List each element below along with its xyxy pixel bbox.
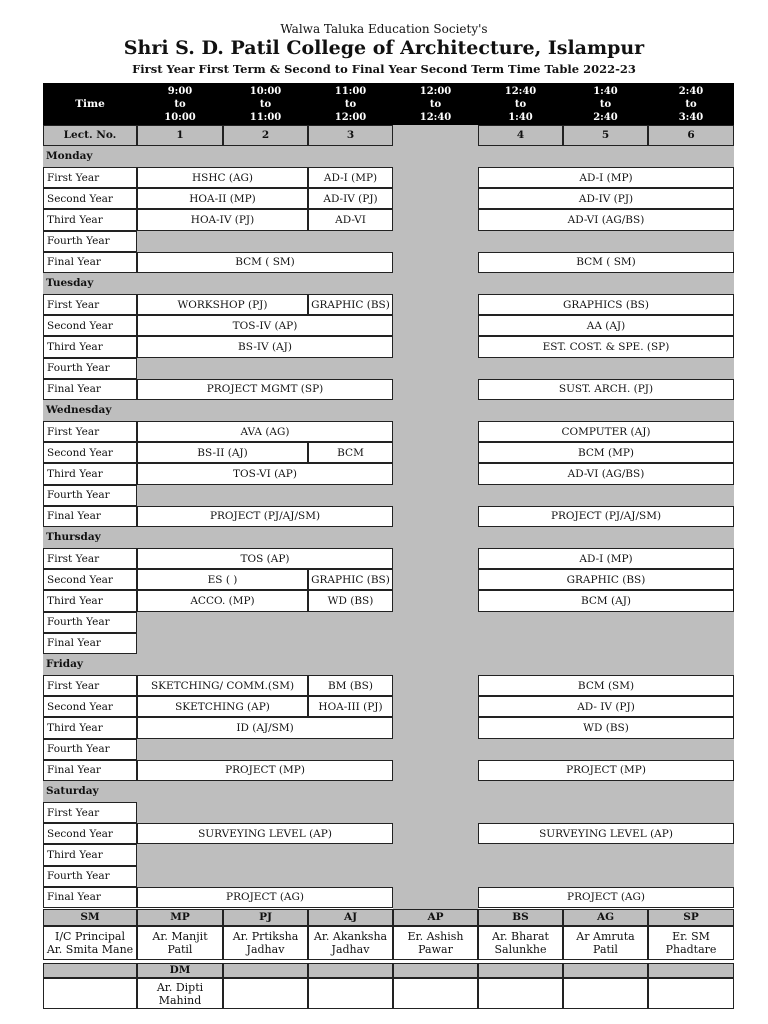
faculty-name-mp: Ar. Manjit Patil [137, 926, 223, 960]
empty-slot [478, 633, 734, 654]
year-label: Second Year [43, 569, 137, 590]
lecture-morning: PROJECT (PJ/AJ/SM) [137, 506, 393, 527]
lecture-morning: SURVEYING LEVEL (AP) [137, 823, 393, 844]
faculty-name-sp: Er. SM Phadtare [648, 926, 734, 960]
lecture-afternoon: BCM (AJ) [478, 590, 734, 611]
day-label-saturday: Saturday [43, 781, 393, 802]
timetable-grid [43, 83, 734, 1009]
lecture-morning: PROJECT (AG) [137, 887, 393, 908]
faculty-code-sp: SP [648, 909, 734, 926]
year-label: Second Year [43, 442, 137, 463]
day-band-right [478, 273, 734, 294]
faculty2-code: DM [137, 963, 223, 978]
faculty-name-ag: Ar Amruta Patil [563, 926, 648, 960]
lecture-morning-1-2: BS-II (AJ) [137, 442, 308, 463]
year-label: First Year [43, 675, 137, 696]
year-label: First Year [43, 294, 137, 315]
year-label: Third Year [43, 590, 137, 611]
faculty2-code [563, 963, 648, 978]
empty-slot [478, 612, 734, 633]
year-label: Final Year [43, 760, 137, 781]
lecture-morning-1-2: HOA-IV (PJ) [137, 209, 308, 230]
year-label: First Year [43, 421, 137, 442]
faculty2-name [393, 978, 478, 1009]
year-label: Final Year [43, 887, 137, 908]
faculty-name-pj: Ar. Prtiksha Jadhav [223, 926, 308, 960]
empty-slot [478, 485, 734, 506]
empty-slot [478, 866, 734, 887]
lecture-morning-3: HOA-III (PJ) [308, 696, 393, 717]
time-slot-5: 12:40 to 1:40 [478, 83, 563, 125]
year-label: First Year [43, 548, 137, 569]
year-label: Third Year [43, 844, 137, 865]
year-label: Final Year [43, 506, 137, 527]
lecture-morning-1-2: HSHC (AG) [137, 167, 308, 188]
time-slot-7: 2:40 to 3:40 [648, 83, 734, 125]
day-label-monday: Monday [43, 146, 393, 167]
empty-slot [478, 358, 734, 379]
lecture-morning-3: GRAPHIC (BS) [308, 569, 393, 590]
day-label-tuesday: Tuesday [43, 273, 393, 294]
time-slot-2: 10:00 to 11:00 [223, 83, 308, 125]
lect-no-4: 4 [478, 125, 563, 146]
year-label: Fourth Year [43, 866, 137, 887]
year-label: Third Year [43, 717, 137, 738]
year-label: Third Year [43, 463, 137, 484]
lecture-morning-3: BM (BS) [308, 675, 393, 696]
empty-slot [478, 844, 734, 865]
lect-no-6: 6 [648, 125, 734, 146]
time-label: Time [43, 83, 137, 125]
lecture-morning: ID (AJ/SM) [137, 717, 393, 738]
lecture-morning: PROJECT (MP) [137, 760, 393, 781]
lecture-afternoon: AD- IV (PJ) [478, 696, 734, 717]
faculty-name-ap: Er. Ashish Pawar [393, 926, 478, 960]
empty-slot [137, 866, 393, 887]
lect-no-5: 5 [563, 125, 648, 146]
empty-slot [137, 633, 393, 654]
lunch-break-column [393, 125, 478, 909]
faculty-code-mp: MP [137, 909, 223, 926]
year-label: Fourth Year [43, 612, 137, 633]
day-label-wednesday: Wednesday [43, 400, 393, 421]
college-title: Shri S. D. Patil College of Architecture, Islampur [123, 37, 645, 59]
lecture-afternoon: AD-VI (AG/BS) [478, 463, 734, 484]
lect-no-3: 3 [308, 125, 393, 146]
time-slot-4: 12:00 to 12:40 [393, 83, 478, 125]
lecture-morning-3: AD-IV (PJ) [308, 188, 393, 209]
day-band-right [478, 400, 734, 421]
lecture-afternoon: EST. COST. & SPE. (SP) [478, 336, 734, 357]
day-label-thursday: Thursday [43, 527, 393, 548]
lecture-afternoon: PROJECT (MP) [478, 760, 734, 781]
faculty2-name [43, 978, 137, 1009]
time-slot-6: 1:40 to 2:40 [563, 83, 648, 125]
lecture-morning: BCM ( SM) [137, 252, 393, 273]
lecture-afternoon: COMPUTER (AJ) [478, 421, 734, 442]
faculty2-name [308, 978, 393, 1009]
lecture-morning-1-2: SKETCHING (AP) [137, 696, 308, 717]
lecture-morning: TOS-VI (AP) [137, 463, 393, 484]
lecture-morning-1-2: ES ( ) [137, 569, 308, 590]
faculty2-name [478, 978, 563, 1009]
lecture-morning-3: WD (BS) [308, 590, 393, 611]
lecture-afternoon: AD-IV (PJ) [478, 188, 734, 209]
lecture-morning-1-2: WORKSHOP (PJ) [137, 294, 308, 315]
lecture-morning: TOS-IV (AP) [137, 315, 393, 336]
lecture-afternoon: GRAPHIC (BS) [478, 569, 734, 590]
time-slot-1: 9:00 to 10:00 [137, 83, 223, 125]
year-label: Final Year [43, 252, 137, 273]
empty-slot [137, 844, 393, 865]
faculty-name-sm: I/C Principal Ar. Smita Mane [43, 926, 137, 960]
lecture-afternoon: SURVEYING LEVEL (AP) [478, 823, 734, 844]
lecture-afternoon: AD-VI (AG/BS) [478, 209, 734, 230]
faculty2-name [563, 978, 648, 1009]
empty-slot [478, 739, 734, 760]
faculty-code-ag: AG [563, 909, 648, 926]
empty-slot [137, 485, 393, 506]
lecture-afternoon: SUST. ARCH. (PJ) [478, 379, 734, 400]
lecture-afternoon: GRAPHICS (BS) [478, 294, 734, 315]
year-label: Final Year [43, 379, 137, 400]
year-label: Second Year [43, 315, 137, 336]
faculty2-name [648, 978, 734, 1009]
timetable-subtitle: First Year First Term & Second to Final Year Second Term Time Table 2022-23 [132, 62, 636, 76]
faculty2-code [393, 963, 478, 978]
lecture-afternoon: AD-I (MP) [478, 548, 734, 569]
lecture-afternoon: AD-I (MP) [478, 167, 734, 188]
faculty-code-pj: PJ [223, 909, 308, 926]
lecture-morning-3: AD-I (MP) [308, 167, 393, 188]
faculty-code-sm: SM [43, 909, 137, 926]
empty-slot [137, 739, 393, 760]
time-slot-3: 11:00 to 12:00 [308, 83, 393, 125]
lecture-morning-1-2: ACCO. (MP) [137, 590, 308, 611]
faculty-name-bs: Ar. Bharat Salunkhe [478, 926, 563, 960]
year-label: First Year [43, 802, 137, 823]
lect-no-2: 2 [223, 125, 308, 146]
faculty2-name [223, 978, 308, 1009]
day-band-right [478, 654, 734, 675]
lecture-morning-1-2: SKETCHING/ COMM.(SM) [137, 675, 308, 696]
faculty2-code [648, 963, 734, 978]
empty-slot [137, 612, 393, 633]
lecture-afternoon: PROJECT (PJ/AJ/SM) [478, 506, 734, 527]
lect-no-label: Lect. No. [43, 125, 137, 146]
empty-slot [137, 231, 393, 252]
faculty-code-bs: BS [478, 909, 563, 926]
year-label: Final Year [43, 633, 137, 654]
year-label: Fourth Year [43, 231, 137, 252]
year-label: Third Year [43, 209, 137, 230]
faculty2-name: Ar. Dipti Mahind [137, 978, 223, 1009]
faculty-code-ap: AP [393, 909, 478, 926]
lecture-morning-3: BCM [308, 442, 393, 463]
year-label: Fourth Year [43, 739, 137, 760]
year-label: Fourth Year [43, 358, 137, 379]
lecture-afternoon: WD (BS) [478, 717, 734, 738]
lecture-afternoon: BCM (SM) [478, 675, 734, 696]
day-label-friday: Friday [43, 654, 393, 675]
lecture-morning-3: GRAPHIC (BS) [308, 294, 393, 315]
lecture-morning: TOS (AP) [137, 548, 393, 569]
day-band-right [478, 146, 734, 167]
empty-slot [478, 231, 734, 252]
faculty-name-aj: Ar. Akanksha Jadhav [308, 926, 393, 960]
empty-slot [137, 802, 393, 823]
empty-slot [137, 358, 393, 379]
year-label: Second Year [43, 188, 137, 209]
day-band-right [478, 527, 734, 548]
faculty-code-aj: AJ [308, 909, 393, 926]
empty-slot [478, 802, 734, 823]
year-label: First Year [43, 167, 137, 188]
lect-no-1: 1 [137, 125, 223, 146]
year-label: Second Year [43, 696, 137, 717]
faculty2-code [478, 963, 563, 978]
year-label: Fourth Year [43, 485, 137, 506]
lecture-afternoon: AA (AJ) [478, 315, 734, 336]
faculty2-code [223, 963, 308, 978]
lecture-morning-3: AD-VI [308, 209, 393, 230]
lecture-afternoon: BCM (MP) [478, 442, 734, 463]
lecture-afternoon: PROJECT (AG) [478, 887, 734, 908]
lecture-afternoon: BCM ( SM) [478, 252, 734, 273]
faculty2-code [43, 963, 137, 978]
lecture-morning: AVA (AG) [137, 421, 393, 442]
lecture-morning: BS-IV (AJ) [137, 336, 393, 357]
lecture-morning: PROJECT MGMT (SP) [137, 379, 393, 400]
year-label: Third Year [43, 336, 137, 357]
society-name: Walwa Taluka Education Society's [280, 22, 488, 36]
lecture-morning-1-2: HOA-II (MP) [137, 188, 308, 209]
year-label: Second Year [43, 823, 137, 844]
day-band-right [478, 781, 734, 802]
faculty2-code [308, 963, 393, 978]
